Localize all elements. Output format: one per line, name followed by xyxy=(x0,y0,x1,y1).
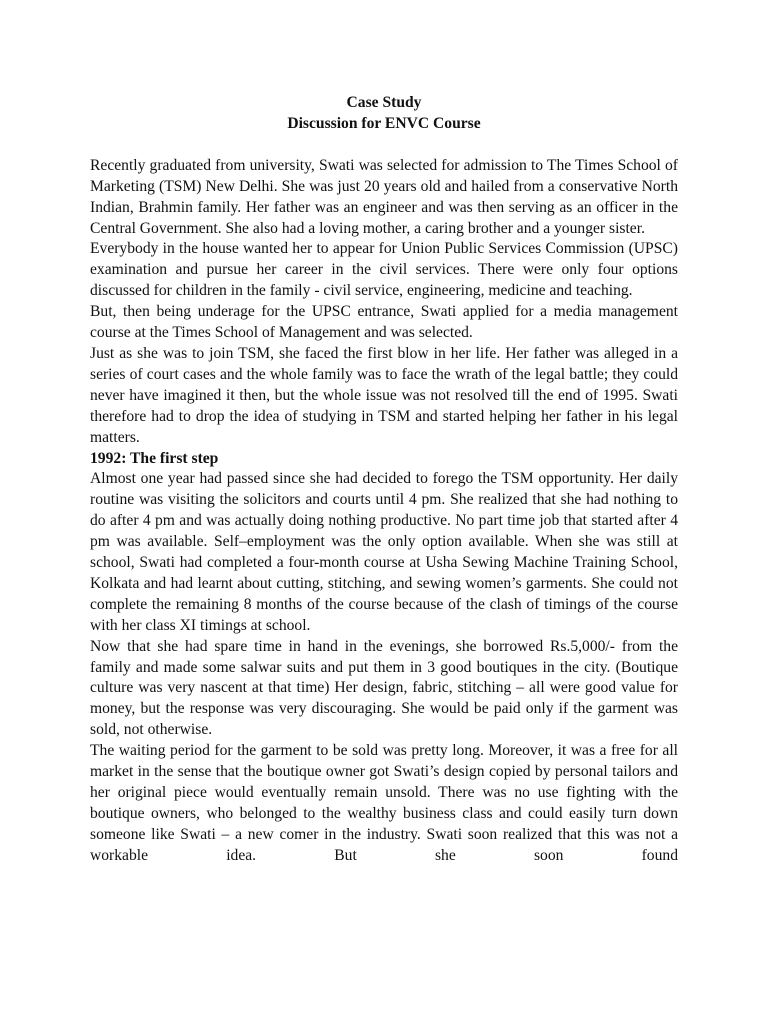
paragraph: Recently graduated from university, Swati was selected for admission to The Times School of Marketing (TSM) New Delhi. She was just 20 years old and hailed from a conservative North Indian, Brahmin family. Her father was an engineer and was then serving as an officer in the Central Government. She also had a loving mother, a caring brother and a younger sister. xyxy=(90,156,678,237)
paragraph: The waiting period for the garment to be sold was pretty long. Moreover, it was a free for all market in the sense that the boutique owner got Swati’s design copied by personal tailors and her original piece would eventually remain unsold. There was no use fighting with the boutique owners, who belonged to the wealthy business class and could easily turn down someone like Swati – a new comer in the industry. Swati soon realized that this was not a workable idea. But she soon found xyxy=(90,742,678,864)
paragraph: Almost one year had passed since she had decided to forego the TSM opportunity. Her daily routine was visiting the solicitors and courts until 4 pm. She realized that she had nothing to do after 4 pm and was actually doing nothing productive. No part time job that started after 4 pm was available. Self–employment was the only option available. When she was still at school, Swati had completed a four-month course at Usha Sewing Machine Training School, Kolkata and had learnt about cutting, stitching, and sewing women’s garments. She could not complete the remaining 8 months of the course because of the clash of timings of the course with her class XI timings at school. xyxy=(90,470,678,634)
paragraph: Now that she had spare time in hand in the evenings, she borrowed Rs.5,000/- from the family and made some salwar suits and put them in 3 good boutiques in the city. (Boutique culture was very nascent at that time) Her design, fabric, stitching – all were good value for money, but the response was very discouraging. She would be paid only if the garment was sold, not otherwise. xyxy=(90,637,678,739)
paragraph: But, then being underage for the UPSC entrance, Swati applied for a media management course at the Times School of Management and was selected. xyxy=(90,303,678,342)
spacer xyxy=(90,135,678,156)
section-heading: 1992: The first step xyxy=(90,449,219,467)
paragraph: Everybody in the house wanted her to appear for Union Public Services Commission (UPSC) examination and pursue her career in the civil services. There were only four options discussed for children in the family - civil service, engineering, medicine and teaching. xyxy=(90,240,678,300)
title-line-1: Case Study xyxy=(346,94,422,111)
document-body xyxy=(90,93,678,867)
title-line-2: Discussion for ENVC Course xyxy=(287,114,481,132)
paragraph: Just as she was to join TSM, she faced the first blow in her life. Her father was alleged in a series of court cases and the whole family was to face the wrath of the legal battle; they could never have imagined it then, but the whole issue was not resolved till the end of 1995. Swati therefore had to drop the idea of studying in TSM and started helping her father in his legal matters. xyxy=(90,344,678,446)
